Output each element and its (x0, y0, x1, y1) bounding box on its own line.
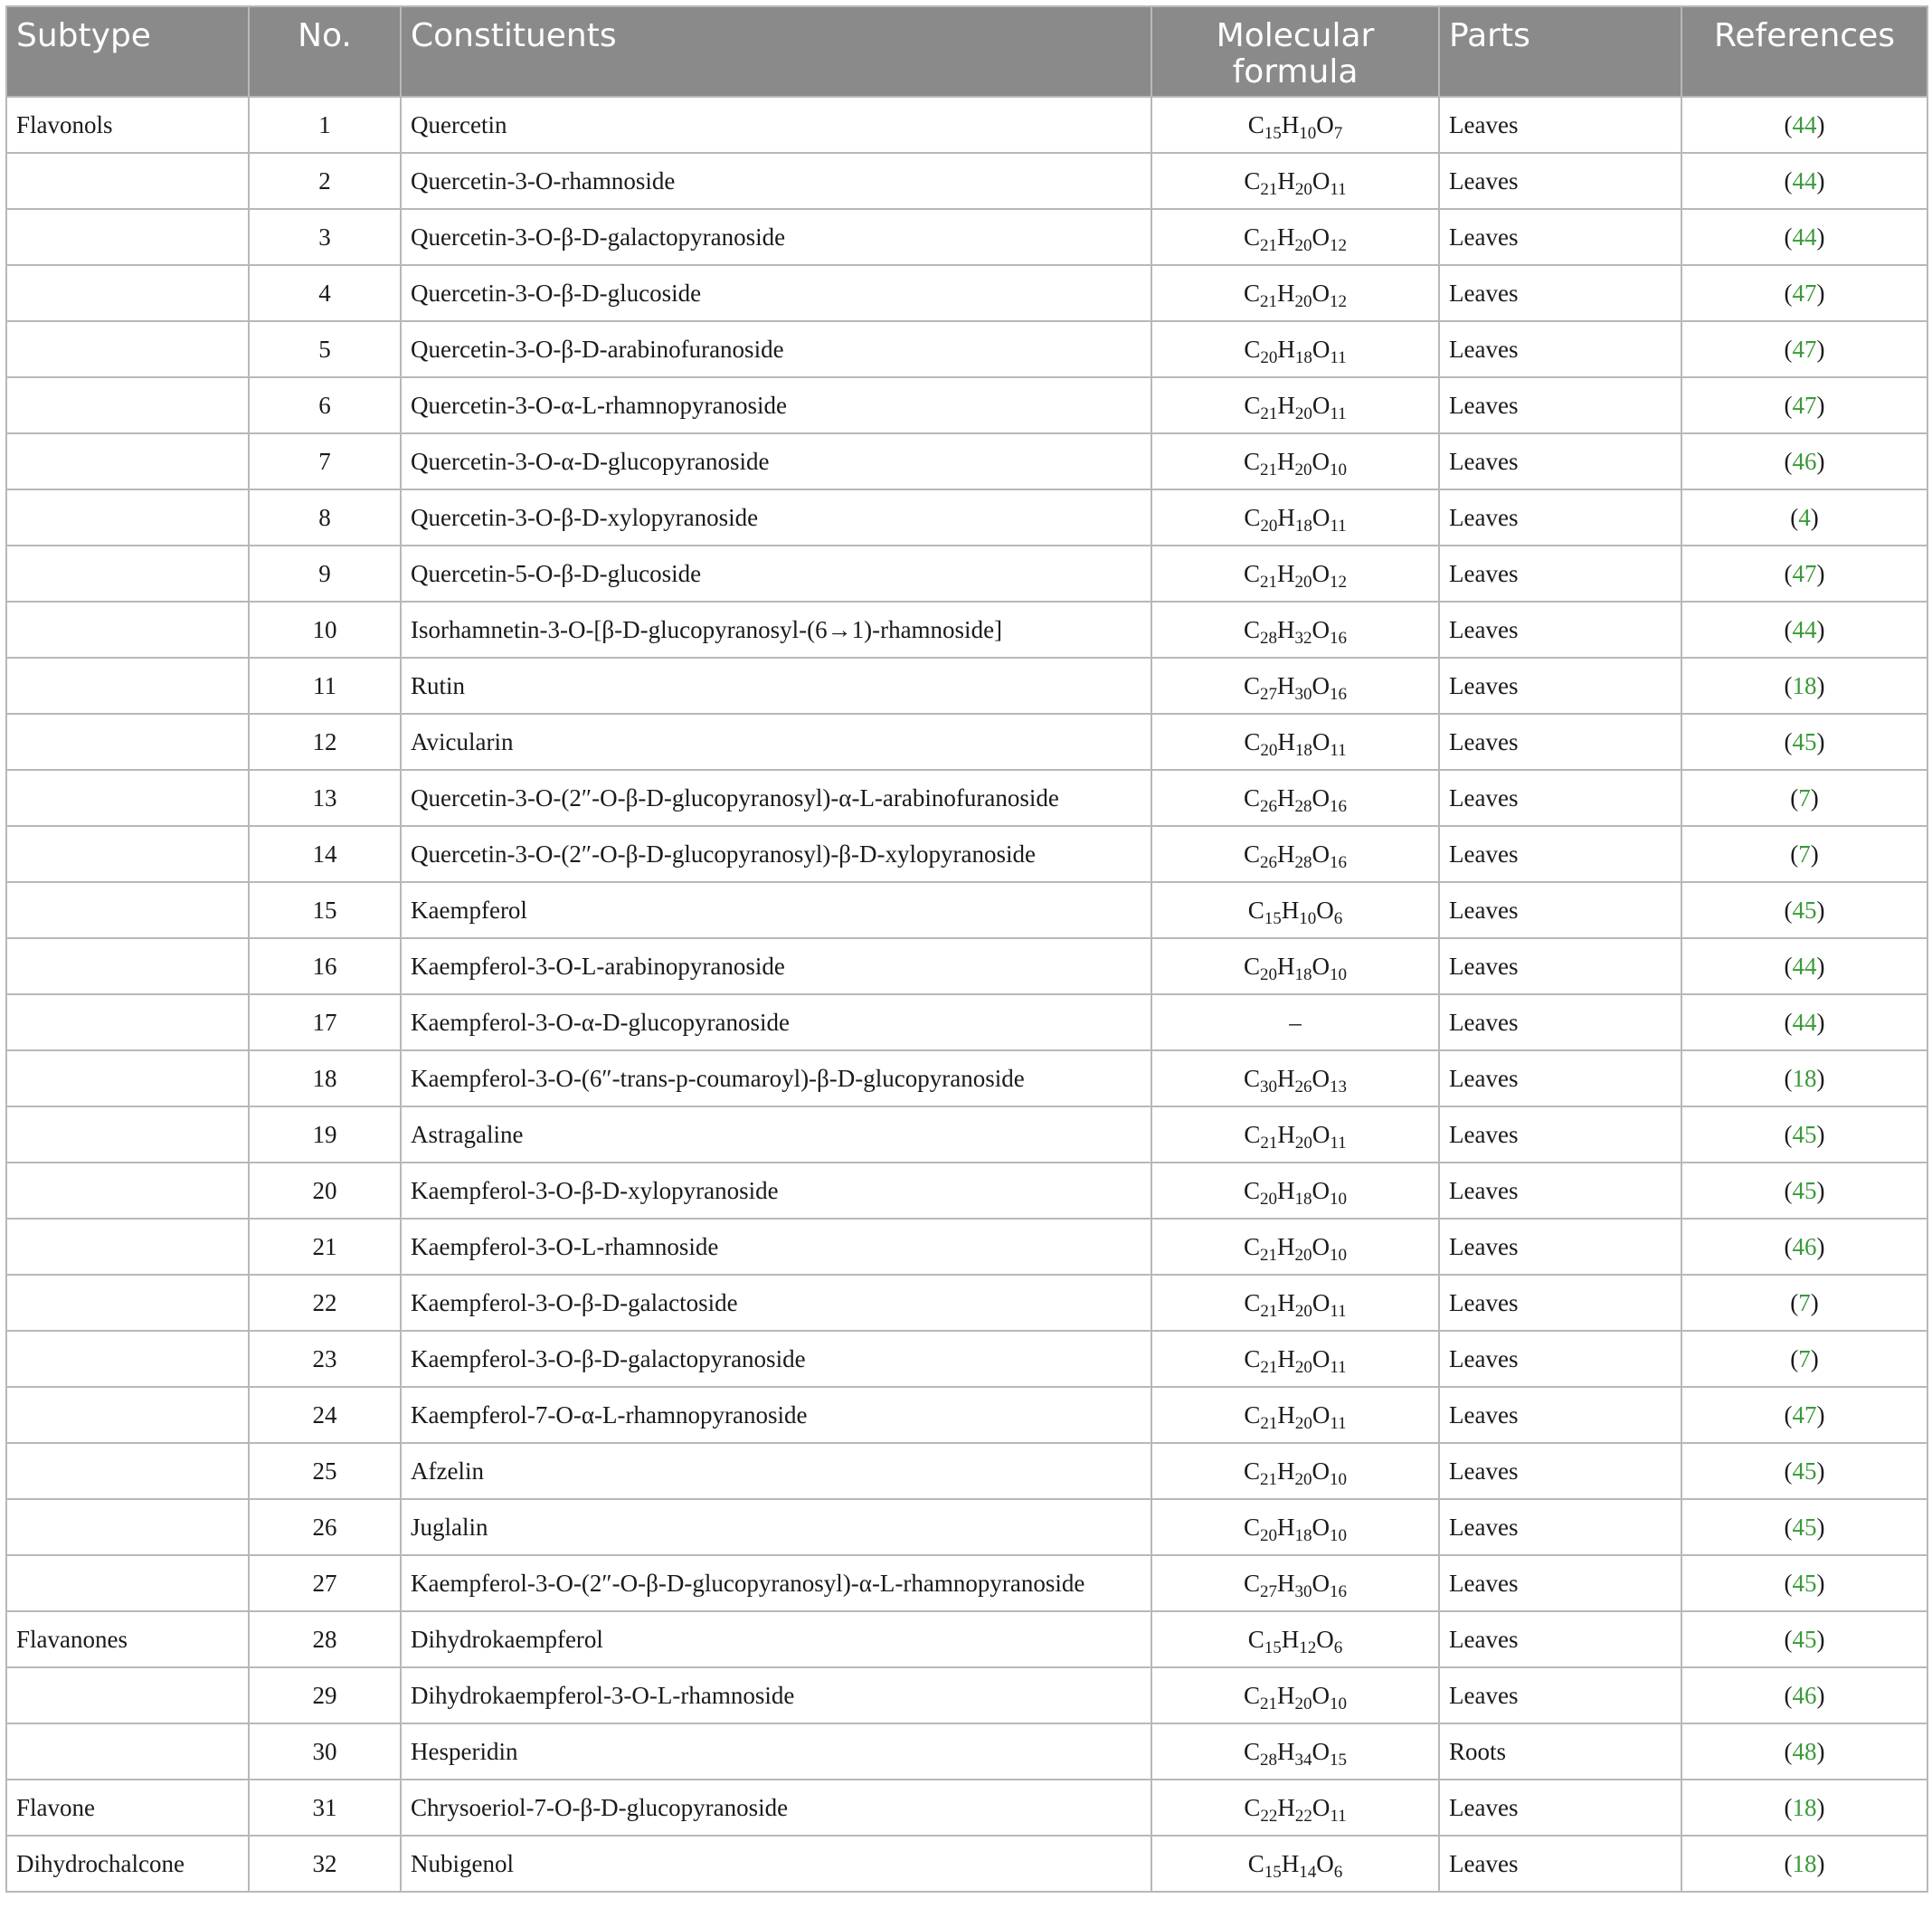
table-row (6, 489, 1927, 546)
reference-cell: (46) (1681, 1667, 1927, 1723)
molecular-formula: $C_{27}H_{30}O_{16}$ (1243, 671, 1347, 704)
constituent-cell: Quercetin-3-O-rhamnoside (401, 153, 1151, 209)
molecular-formula: $C_{20}H_{18}O_{11}$ (1244, 727, 1347, 760)
constituent-cell: Quercetin-3-O-β-D-glucoside (401, 265, 1151, 321)
constituent-cell: Kaempferol-7-O-α-L-rhamnopyranoside (401, 1387, 1151, 1443)
reference-link[interactable]: 47 (1792, 279, 1817, 307)
constituent-cell: Kaempferol (401, 882, 1151, 938)
subtype-cell (6, 209, 249, 265)
reference-cell: (44) (1681, 209, 1927, 265)
part-cell: Leaves (1439, 1106, 1681, 1163)
molecular-formula: $C_{15}H_{10}O_6$ (1247, 896, 1343, 928)
formula-cell (1151, 1780, 1439, 1836)
subtype-cell (6, 1555, 249, 1611)
part-cell: Leaves (1439, 1443, 1681, 1499)
molecular-formula: $C_{21}H_{20}O_{10}$ (1243, 1232, 1347, 1265)
formula-cell (1151, 97, 1439, 153)
number-cell: 11 (249, 658, 401, 714)
molecular-formula: $C_{21}H_{20}O_{12}$ (1243, 223, 1347, 255)
table-row (6, 658, 1927, 714)
subtype-cell (6, 377, 249, 433)
formula-cell (1151, 1331, 1439, 1387)
reference-cell: (4) (1681, 489, 1927, 546)
molecular-formula: $C_{21}H_{20}O_{10}$ (1243, 1457, 1347, 1489)
reference-cell: (44) (1681, 994, 1927, 1050)
number-cell: 7 (249, 433, 401, 489)
reference-link[interactable]: 45 (1792, 1176, 1817, 1204)
subtype-cell (6, 1443, 249, 1499)
subtype-cell (6, 658, 249, 714)
molecular-formula: $C_{22}H_{22}O_{11}$ (1244, 1793, 1347, 1826)
constituent-cell: Kaempferol-3-O-β-D-xylopyranoside (401, 1163, 1151, 1219)
constituent-cell: Kaempferol-3-O-β-D-galactoside (401, 1275, 1151, 1331)
number-cell: 6 (249, 377, 401, 433)
part-cell: Leaves (1439, 1555, 1681, 1611)
number-cell: 8 (249, 489, 401, 546)
table-row (6, 433, 1927, 489)
formula-cell (1151, 1163, 1439, 1219)
reference-link[interactable]: 44 (1792, 615, 1817, 643)
part-cell: Leaves (1439, 489, 1681, 546)
constituent-cell: Hesperidin (401, 1723, 1151, 1780)
table-row (6, 1611, 1927, 1667)
part-cell: Leaves (1439, 826, 1681, 882)
number-cell: 28 (249, 1611, 401, 1667)
reference-cell: (45) (1681, 1163, 1927, 1219)
subtype-cell (6, 826, 249, 882)
constituent-cell: Quercetin-3-O-α-L-rhamnopyranoside (401, 377, 1151, 433)
reference-link[interactable]: 45 (1792, 896, 1817, 924)
constituent-cell: Quercetin-3-O-β-D-galactopyranoside (401, 209, 1151, 265)
part-cell: Leaves (1439, 714, 1681, 770)
formula-cell (1151, 1836, 1439, 1892)
reference-link[interactable]: 47 (1792, 1400, 1817, 1429)
constituent-cell: Dihydrokaempferol-3-O-L-rhamnoside (401, 1667, 1151, 1723)
table-row (6, 153, 1927, 209)
molecular-formula: $C_{21}H_{20}O_{11}$ (1244, 1400, 1347, 1433)
part-cell: Leaves (1439, 209, 1681, 265)
part-cell: Leaves (1439, 658, 1681, 714)
molecular-formula: $C_{21}H_{20}O_{11}$ (1244, 1120, 1347, 1153)
number-cell: 15 (249, 882, 401, 938)
formula-cell (1151, 209, 1439, 265)
number-cell: 24 (249, 1387, 401, 1443)
constituent-cell: Quercetin (401, 97, 1151, 153)
table-row (6, 321, 1927, 377)
reference-link[interactable]: 45 (1792, 1513, 1817, 1541)
table-row (6, 994, 1927, 1050)
subtype-cell: Flavonols (6, 97, 249, 153)
reference-link[interactable]: 4 (1798, 503, 1811, 531)
table-row (6, 1106, 1927, 1163)
constituent-cell: Kaempferol-3-O-L-rhamnoside (401, 1219, 1151, 1275)
constituent-cell: Astragaline (401, 1106, 1151, 1163)
table-row (6, 1331, 1927, 1387)
header-molecular-formula (1151, 6, 1439, 97)
number-cell: 30 (249, 1723, 401, 1780)
constituent-cell: Kaempferol-3-O-α-D-glucopyranoside (401, 994, 1151, 1050)
subtype-cell (6, 882, 249, 938)
reference-cell: (18) (1681, 658, 1927, 714)
number-cell: 29 (249, 1667, 401, 1723)
molecular-formula: – (1289, 1008, 1302, 1036)
reference-cell: (47) (1681, 1387, 1927, 1443)
constituent-cell: Quercetin-5-O-β-D-glucoside (401, 546, 1151, 602)
part-cell: Leaves (1439, 882, 1681, 938)
number-cell: 4 (249, 265, 401, 321)
molecular-formula: $C_{20}H_{18}O_{10}$ (1243, 952, 1347, 984)
subtype-cell: Flavanones (6, 1611, 249, 1667)
part-cell: Leaves (1439, 1219, 1681, 1275)
molecular-formula: $C_{21}H_{20}O_{10}$ (1243, 447, 1347, 479)
reference-cell: (47) (1681, 321, 1927, 377)
table-row (6, 826, 1927, 882)
reference-link[interactable]: 7 (1798, 840, 1811, 868)
subtype-cell (6, 433, 249, 489)
molecular-formula: $C_{15}H_{10}O_7$ (1247, 110, 1343, 143)
formula-cell (1151, 1723, 1439, 1780)
reference-link[interactable]: 46 (1792, 1681, 1817, 1709)
subtype-cell (6, 489, 249, 546)
reference-cell: (47) (1681, 377, 1927, 433)
part-cell: Roots (1439, 1723, 1681, 1780)
part-cell: Leaves (1439, 265, 1681, 321)
header-constituents: Constituents (401, 6, 1151, 97)
reference-link[interactable]: 44 (1792, 1008, 1817, 1036)
constituent-cell: Avicularin (401, 714, 1151, 770)
reference-link[interactable]: 46 (1792, 1232, 1817, 1260)
part-cell: Leaves (1439, 1050, 1681, 1106)
table-row (6, 1275, 1927, 1331)
formula-cell (1151, 1443, 1439, 1499)
molecular-formula: $C_{30}H_{26}O_{13}$ (1243, 1064, 1347, 1096)
reference-cell: (46) (1681, 1219, 1927, 1275)
formula-cell (1151, 153, 1439, 209)
formula-cell (1151, 1611, 1439, 1667)
number-cell: 21 (249, 1219, 401, 1275)
constituent-cell: Juglalin (401, 1499, 1151, 1555)
subtype-cell (6, 321, 249, 377)
reference-cell: (45) (1681, 1499, 1927, 1555)
formula-cell (1151, 1667, 1439, 1723)
reference-cell: (18) (1681, 1836, 1927, 1892)
part-cell: Leaves (1439, 1667, 1681, 1723)
subtype-cell (6, 1050, 249, 1106)
molecular-formula: $C_{20}H_{18}O_{10}$ (1243, 1513, 1347, 1545)
table-row (6, 770, 1927, 826)
molecular-formula: $C_{21}H_{20}O_{11}$ (1244, 391, 1347, 423)
number-cell: 1 (249, 97, 401, 153)
constituent-cell: Kaempferol-3-O-(6″-trans-p-coumaroyl)-β-D-glucopyranoside (401, 1050, 1151, 1106)
header-references: References (1681, 6, 1927, 97)
number-cell: 9 (249, 546, 401, 602)
constituent-cell: Quercetin-3-O-α-D-glucopyranoside (401, 433, 1151, 489)
constituent-cell: Quercetin-3-O-β-D-xylopyranoside (401, 489, 1151, 546)
reference-link[interactable]: 47 (1792, 335, 1817, 363)
number-cell: 16 (249, 938, 401, 994)
header-parts: Parts (1439, 6, 1681, 97)
formula-cell (1151, 546, 1439, 602)
part-cell: Leaves (1439, 1387, 1681, 1443)
formula-cell (1151, 433, 1439, 489)
formula-cell (1151, 1219, 1439, 1275)
formula-cell (1151, 377, 1439, 433)
molecular-formula: $C_{20}H_{18}O_{11}$ (1244, 503, 1347, 536)
formula-cell (1151, 1050, 1439, 1106)
table-row (6, 209, 1927, 265)
molecular-formula: $C_{28}H_{32}O_{16}$ (1243, 615, 1347, 648)
subtype-cell (6, 770, 249, 826)
number-cell: 13 (249, 770, 401, 826)
subtype-cell (6, 1499, 249, 1555)
header-no: No. (249, 6, 401, 97)
constituent-cell: Kaempferol-3-O-β-D-galactopyranoside (401, 1331, 1151, 1387)
molecular-formula: $C_{26}H_{28}O_{16}$ (1243, 840, 1347, 872)
formula-cell (1151, 882, 1439, 938)
reference-cell: (7) (1681, 1331, 1927, 1387)
reference-link[interactable]: 18 (1792, 1793, 1817, 1821)
reference-cell: (47) (1681, 546, 1927, 602)
reference-link[interactable]: 44 (1792, 952, 1817, 980)
subtype-cell (6, 546, 249, 602)
reference-link[interactable]: 18 (1792, 1064, 1817, 1092)
constituent-cell: Rutin (401, 658, 1151, 714)
reference-cell: (47) (1681, 265, 1927, 321)
constituent-cell: Isorhamnetin-3-O-[β-D-glucopyranosyl-(6→1)-rhamnoside] (401, 602, 1151, 658)
header-formula-line1: Molecular (1216, 17, 1375, 54)
part-cell: Leaves (1439, 994, 1681, 1050)
reference-link[interactable]: 45 (1792, 1120, 1817, 1148)
subtype-cell (6, 265, 249, 321)
molecular-formula: $C_{28}H_{34}O_{15}$ (1243, 1737, 1347, 1770)
reference-cell: (45) (1681, 1555, 1927, 1611)
subtype-cell (6, 994, 249, 1050)
number-cell: 32 (249, 1836, 401, 1892)
part-cell: Leaves (1439, 602, 1681, 658)
reference-cell: (48) (1681, 1723, 1927, 1780)
subtype-cell (6, 1163, 249, 1219)
reference-cell: (45) (1681, 882, 1927, 938)
formula-cell (1151, 489, 1439, 546)
part-cell: Leaves (1439, 153, 1681, 209)
formula-cell (1151, 770, 1439, 826)
table-row (6, 1667, 1927, 1723)
number-cell: 12 (249, 714, 401, 770)
reference-link[interactable]: 47 (1792, 391, 1817, 419)
constituent-cell: Quercetin-3-O-(2″-O-β-D-glucopyranosyl)-β-D-xylopyranoside (401, 826, 1151, 882)
reference-cell: (44) (1681, 602, 1927, 658)
formula-cell (1151, 1499, 1439, 1555)
part-cell: Leaves (1439, 433, 1681, 489)
subtype-cell (6, 938, 249, 994)
reference-cell: (46) (1681, 433, 1927, 489)
molecular-formula: $C_{15}H_{14}O_6$ (1247, 1849, 1343, 1882)
table-row (6, 1163, 1927, 1219)
reference-cell: (45) (1681, 714, 1927, 770)
constituent-cell: Quercetin-3-O-(2″-O-β-D-glucopyranosyl)-α-L-arabinofuranoside (401, 770, 1151, 826)
part-cell: Leaves (1439, 1499, 1681, 1555)
table-row (6, 602, 1927, 658)
formula-cell (1151, 602, 1439, 658)
part-cell: Leaves (1439, 377, 1681, 433)
number-cell: 25 (249, 1443, 401, 1499)
reference-cell: (18) (1681, 1780, 1927, 1836)
reference-link[interactable]: 45 (1792, 1457, 1817, 1485)
header-formula-line2: formula (1232, 53, 1359, 90)
table-row (6, 1050, 1927, 1106)
part-cell: Leaves (1439, 1611, 1681, 1667)
formula-cell (1151, 994, 1439, 1050)
number-cell: 5 (249, 321, 401, 377)
reference-cell: (44) (1681, 153, 1927, 209)
table-row (6, 377, 1927, 433)
molecular-formula: $C_{26}H_{28}O_{16}$ (1243, 783, 1347, 816)
number-cell: 2 (249, 153, 401, 209)
number-cell: 20 (249, 1163, 401, 1219)
formula-cell (1151, 826, 1439, 882)
formula-cell (1151, 714, 1439, 770)
constituent-cell: Dihydrokaempferol (401, 1611, 1151, 1667)
part-cell: Leaves (1439, 97, 1681, 153)
table-row (6, 1723, 1927, 1780)
reference-cell: (45) (1681, 1443, 1927, 1499)
formula-cell (1151, 1106, 1439, 1163)
molecular-formula: $C_{20}H_{18}O_{10}$ (1243, 1176, 1347, 1209)
constituent-cell: Kaempferol-3-O-L-arabinopyranoside (401, 938, 1151, 994)
reference-cell: (44) (1681, 938, 1927, 994)
number-cell: 27 (249, 1555, 401, 1611)
formula-cell (1151, 938, 1439, 994)
molecular-formula: $C_{21}H_{20}O_{12}$ (1243, 279, 1347, 311)
table-row (6, 1555, 1927, 1611)
table-row (6, 714, 1927, 770)
molecular-formula: $C_{21}H_{20}O_{11}$ (1244, 1288, 1347, 1321)
formula-cell (1151, 265, 1439, 321)
table-row (6, 1443, 1927, 1499)
reference-link[interactable]: 7 (1798, 1288, 1811, 1316)
table-row (6, 1387, 1927, 1443)
reference-link[interactable]: 44 (1792, 110, 1817, 138)
reference-link[interactable]: 45 (1792, 1569, 1817, 1597)
reference-link[interactable]: 48 (1792, 1737, 1817, 1765)
number-cell: 17 (249, 994, 401, 1050)
molecular-formula: $C_{21}H_{20}O_{11}$ (1244, 1344, 1347, 1377)
constituent-cell: Quercetin-3-O-β-D-arabinofuranoside (401, 321, 1151, 377)
table-row (6, 938, 1927, 994)
number-cell: 19 (249, 1106, 401, 1163)
reference-cell: (44) (1681, 97, 1927, 153)
part-cell: Leaves (1439, 546, 1681, 602)
table-row (6, 1836, 1927, 1892)
table-row (6, 1499, 1927, 1555)
reference-cell: (45) (1681, 1106, 1927, 1163)
reference-link[interactable]: 44 (1792, 223, 1817, 251)
subtype-cell: Flavone (6, 1780, 249, 1836)
reference-cell: (45) (1681, 1611, 1927, 1667)
reference-link[interactable]: 18 (1792, 671, 1817, 699)
part-cell: Leaves (1439, 1836, 1681, 1892)
header-subtype: Subtype (6, 6, 249, 97)
reference-cell: (7) (1681, 770, 1927, 826)
number-cell: 23 (249, 1331, 401, 1387)
subtype-cell (6, 1667, 249, 1723)
reference-cell: (18) (1681, 1050, 1927, 1106)
subtype-cell (6, 153, 249, 209)
table-row (6, 546, 1927, 602)
part-cell: Leaves (1439, 1163, 1681, 1219)
table-row (6, 1780, 1927, 1836)
number-cell: 10 (249, 602, 401, 658)
subtype-cell (6, 1106, 249, 1163)
subtype-cell (6, 1275, 249, 1331)
reference-cell: (7) (1681, 1275, 1927, 1331)
part-cell: Leaves (1439, 770, 1681, 826)
subtype-cell (6, 714, 249, 770)
table-body (6, 97, 1927, 1892)
subtype-cell (6, 1723, 249, 1780)
constituent-cell: Kaempferol-3-O-(2″-O-β-D-glucopyranosyl)-α-L-rhamnopyranoside (401, 1555, 1151, 1611)
reference-cell: (7) (1681, 826, 1927, 882)
number-cell: 14 (249, 826, 401, 882)
molecular-formula: $C_{21}H_{20}O_{12}$ (1243, 559, 1347, 592)
molecular-formula: $C_{20}H_{18}O_{11}$ (1244, 335, 1347, 367)
part-cell: Leaves (1439, 1780, 1681, 1836)
formula-cell (1151, 1275, 1439, 1331)
constituents-table (5, 5, 1928, 1893)
number-cell: 31 (249, 1780, 401, 1836)
reference-link[interactable]: 7 (1798, 783, 1811, 812)
table-row (6, 97, 1927, 153)
formula-cell (1151, 321, 1439, 377)
formula-cell (1151, 1387, 1439, 1443)
reference-link[interactable]: 44 (1792, 166, 1817, 195)
molecular-formula: $C_{21}H_{20}O_{10}$ (1243, 1681, 1347, 1713)
constituent-cell: Chrysoeriol-7-O-β-D-glucopyranoside (401, 1780, 1151, 1836)
subtype-cell: Dihydrochalcone (6, 1836, 249, 1892)
reference-link[interactable]: 45 (1792, 1625, 1817, 1653)
number-cell: 3 (249, 209, 401, 265)
table-row (6, 265, 1927, 321)
subtype-cell (6, 1331, 249, 1387)
reference-link[interactable]: 45 (1792, 727, 1817, 755)
constituent-cell: Afzelin (401, 1443, 1151, 1499)
number-cell: 26 (249, 1499, 401, 1555)
number-cell: 22 (249, 1275, 401, 1331)
part-cell: Leaves (1439, 1275, 1681, 1331)
reference-link[interactable]: 7 (1798, 1344, 1811, 1372)
header-row (6, 6, 1927, 97)
table-row (6, 1219, 1927, 1275)
table-row (6, 882, 1927, 938)
number-cell: 18 (249, 1050, 401, 1106)
constituent-cell: Nubigenol (401, 1836, 1151, 1892)
reference-link[interactable]: 47 (1792, 559, 1817, 587)
formula-cell (1151, 658, 1439, 714)
molecular-formula: $C_{27}H_{30}O_{16}$ (1243, 1569, 1347, 1601)
part-cell: Leaves (1439, 938, 1681, 994)
formula-cell (1151, 1555, 1439, 1611)
molecular-formula: $C_{21}H_{20}O_{11}$ (1244, 166, 1347, 199)
subtype-cell (6, 602, 249, 658)
reference-link[interactable]: 46 (1792, 447, 1817, 475)
part-cell: Leaves (1439, 1331, 1681, 1387)
subtype-cell (6, 1219, 249, 1275)
subtype-cell (6, 1387, 249, 1443)
molecular-formula: $C_{15}H_{12}O_6$ (1247, 1625, 1343, 1657)
part-cell: Leaves (1439, 321, 1681, 377)
reference-link[interactable]: 18 (1792, 1849, 1817, 1877)
